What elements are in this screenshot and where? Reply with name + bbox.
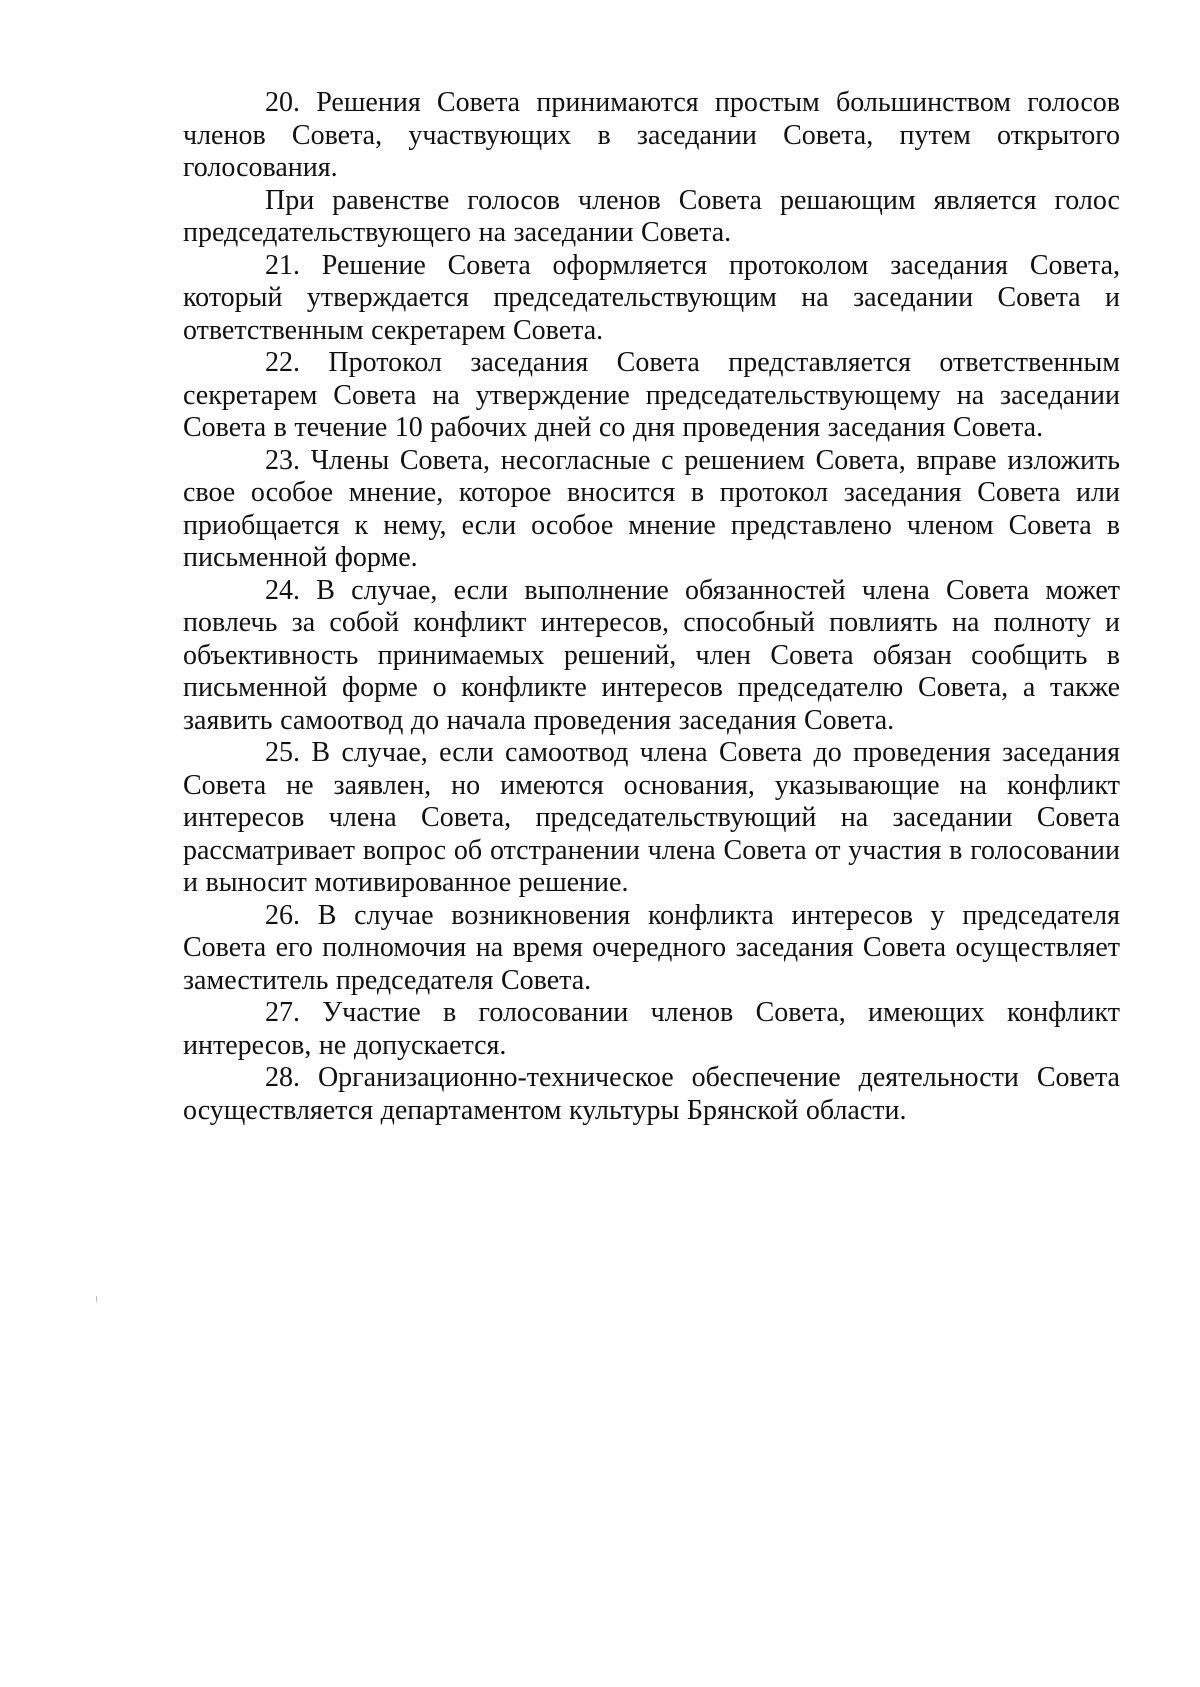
paragraph-25: 25. В случае, если самоотвод члена Совета до проведения заседания Совета не заявлен, но имеются основания, указывающие на конфликт интересов члена Совета, председательствующий на заседании Совета рассматривает вопрос об отстранении члена Совета от участия в голосовании и выносит мотивированное решение. xyxy=(183,737,1120,898)
paragraph-27: 27. Участие в голосовании членов Совета, имеющих конфликт интересов, не допускается. xyxy=(183,997,1120,1061)
paragraph-28: 28. Организационно-техническое обеспечение деятельности Совета осуществляется департаментом культуры Брянской области. xyxy=(183,1062,1120,1126)
paragraph-24: 24. В случае, если выполнение обязанностей члена Совета может повлечь за собой конфликт интересов, способный повлиять на полноту и объективность принимаемых решений, член Совета обязан сообщить в письменной форме о конфликте интересов председателю Совета, а также заявить самоотвод до начала проведения заседания Совета. xyxy=(183,574,1120,736)
document-text-body xyxy=(183,87,1120,1127)
paragraph-20-tie-vote: При равенстве голосов членов Совета решающим является голос председательствующего на заседании Совета. xyxy=(183,184,1120,248)
scan-edge-mark xyxy=(96,1296,97,1302)
paragraph-22: 22. Протокол заседания Совета представляется ответственным секретарем Совета на утверждение председательствующему на заседании Совета в течение 10 рабочих дней со дня проведения заседания Совета. xyxy=(183,347,1120,443)
paragraph-26: 26. В случае возникновения конфликта интересов у председателя Совета его полномочия на время очередного заседания Совета осуществляет заместитель председателя Совета. xyxy=(183,899,1120,996)
paragraph-20: 20. Решения Совета принимаются простым большинством голосов членов Совета, участвующих в заседании Совета, путем открытого голосования. xyxy=(183,87,1120,183)
paragraph-21: 21. Решение Совета оформляется протоколом заседания Совета, который утверждается председательствующим на заседании Совета и ответственным секретарем Совета. xyxy=(183,249,1120,346)
paragraph-23: 23. Члены Совета, несогласные с решением Совета, вправе изложить свое особое мнение, которое вносится в протокол заседания Совета или приобщается к нему, если особое мнение представлено членом Совета в письменной форме. xyxy=(183,444,1120,573)
